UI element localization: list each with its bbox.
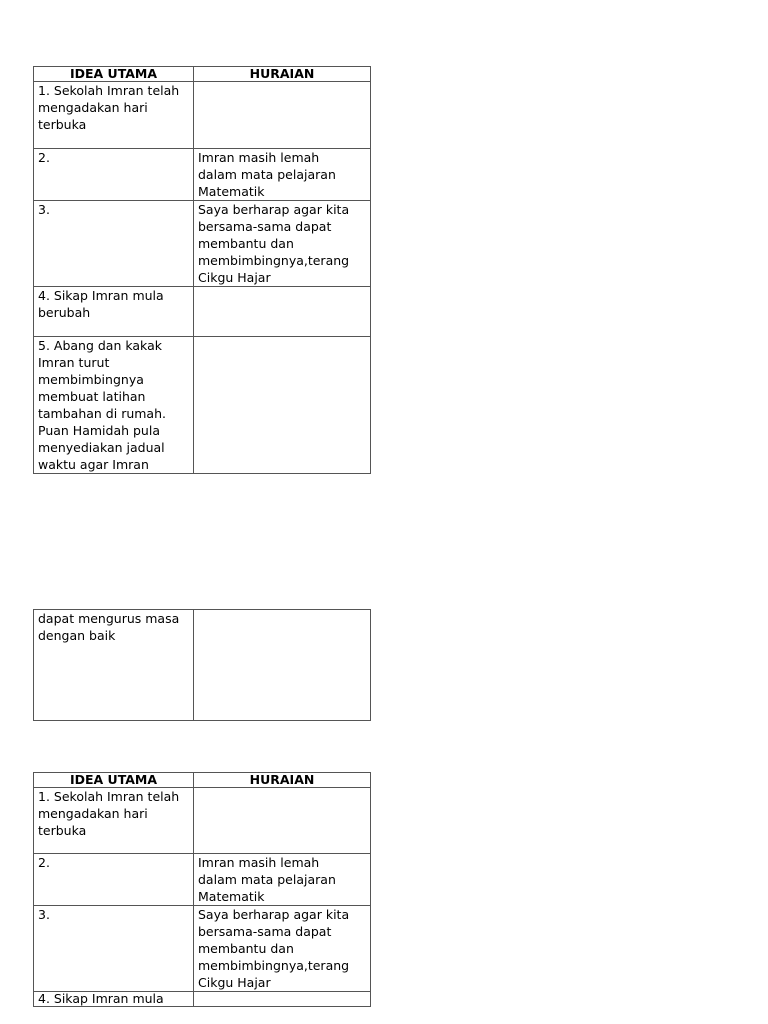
idea-table-continuation [33, 609, 371, 721]
header-idea-utama: IDEA UTAMA [34, 773, 194, 788]
huraian-cell: Imran masih lemah dalam mata pelajaran Matematik [194, 854, 371, 906]
huraian-cell [194, 992, 371, 1007]
table-row [34, 906, 371, 992]
idea-cell: 5. Abang dan kakak Imran turut membimbingnya membuat latihan tambahan di rumah. Puan Hamidah pula menyediakan jadual waktu agar Imran [34, 337, 194, 474]
table-row [34, 788, 371, 854]
idea-table-2 [33, 772, 371, 1007]
idea-cell: 2. [34, 149, 194, 201]
idea-cell: 1. Sekolah Imran telah mengadakan hari terbuka [34, 82, 194, 149]
table-row [34, 992, 371, 1007]
header-huraian: HURAIAN [194, 67, 371, 82]
table-row [34, 610, 371, 721]
table-header-row [34, 67, 371, 82]
huraian-cell: Saya berharap agar kita bersama-sama dapat membantu dan membimbingnya,terang Cikgu Hajar [194, 201, 371, 287]
idea-cell: 3. [34, 201, 194, 287]
idea-table-1 [33, 66, 371, 474]
huraian-cell [194, 610, 371, 721]
huraian-cell: Saya berharap agar kita bersama-sama dapat membantu dan membimbingnya,terang Cikgu Hajar [194, 906, 371, 992]
header-huraian: HURAIAN [194, 773, 371, 788]
huraian-cell: Imran masih lemah dalam mata pelajaran Matematik [194, 149, 371, 201]
table-row [34, 149, 371, 201]
table-header-row [34, 773, 371, 788]
idea-cell: 2. [34, 854, 194, 906]
huraian-cell [194, 788, 371, 854]
table-row [34, 287, 371, 337]
huraian-cell [194, 82, 371, 149]
huraian-cell [194, 287, 371, 337]
table-row [34, 201, 371, 287]
idea-cell: 1. Sekolah Imran telah mengadakan hari terbuka [34, 788, 194, 854]
idea-cell: dapat mengurus masa dengan baik [34, 610, 194, 721]
idea-cell: 3. [34, 906, 194, 992]
table-row [34, 82, 371, 149]
huraian-cell [194, 337, 371, 474]
header-idea-utama: IDEA UTAMA [34, 67, 194, 82]
idea-cell: 4. Sikap Imran mula berubah [34, 287, 194, 337]
idea-cell: 4. Sikap Imran mula [34, 992, 194, 1007]
table-row [34, 337, 371, 474]
table-row [34, 854, 371, 906]
